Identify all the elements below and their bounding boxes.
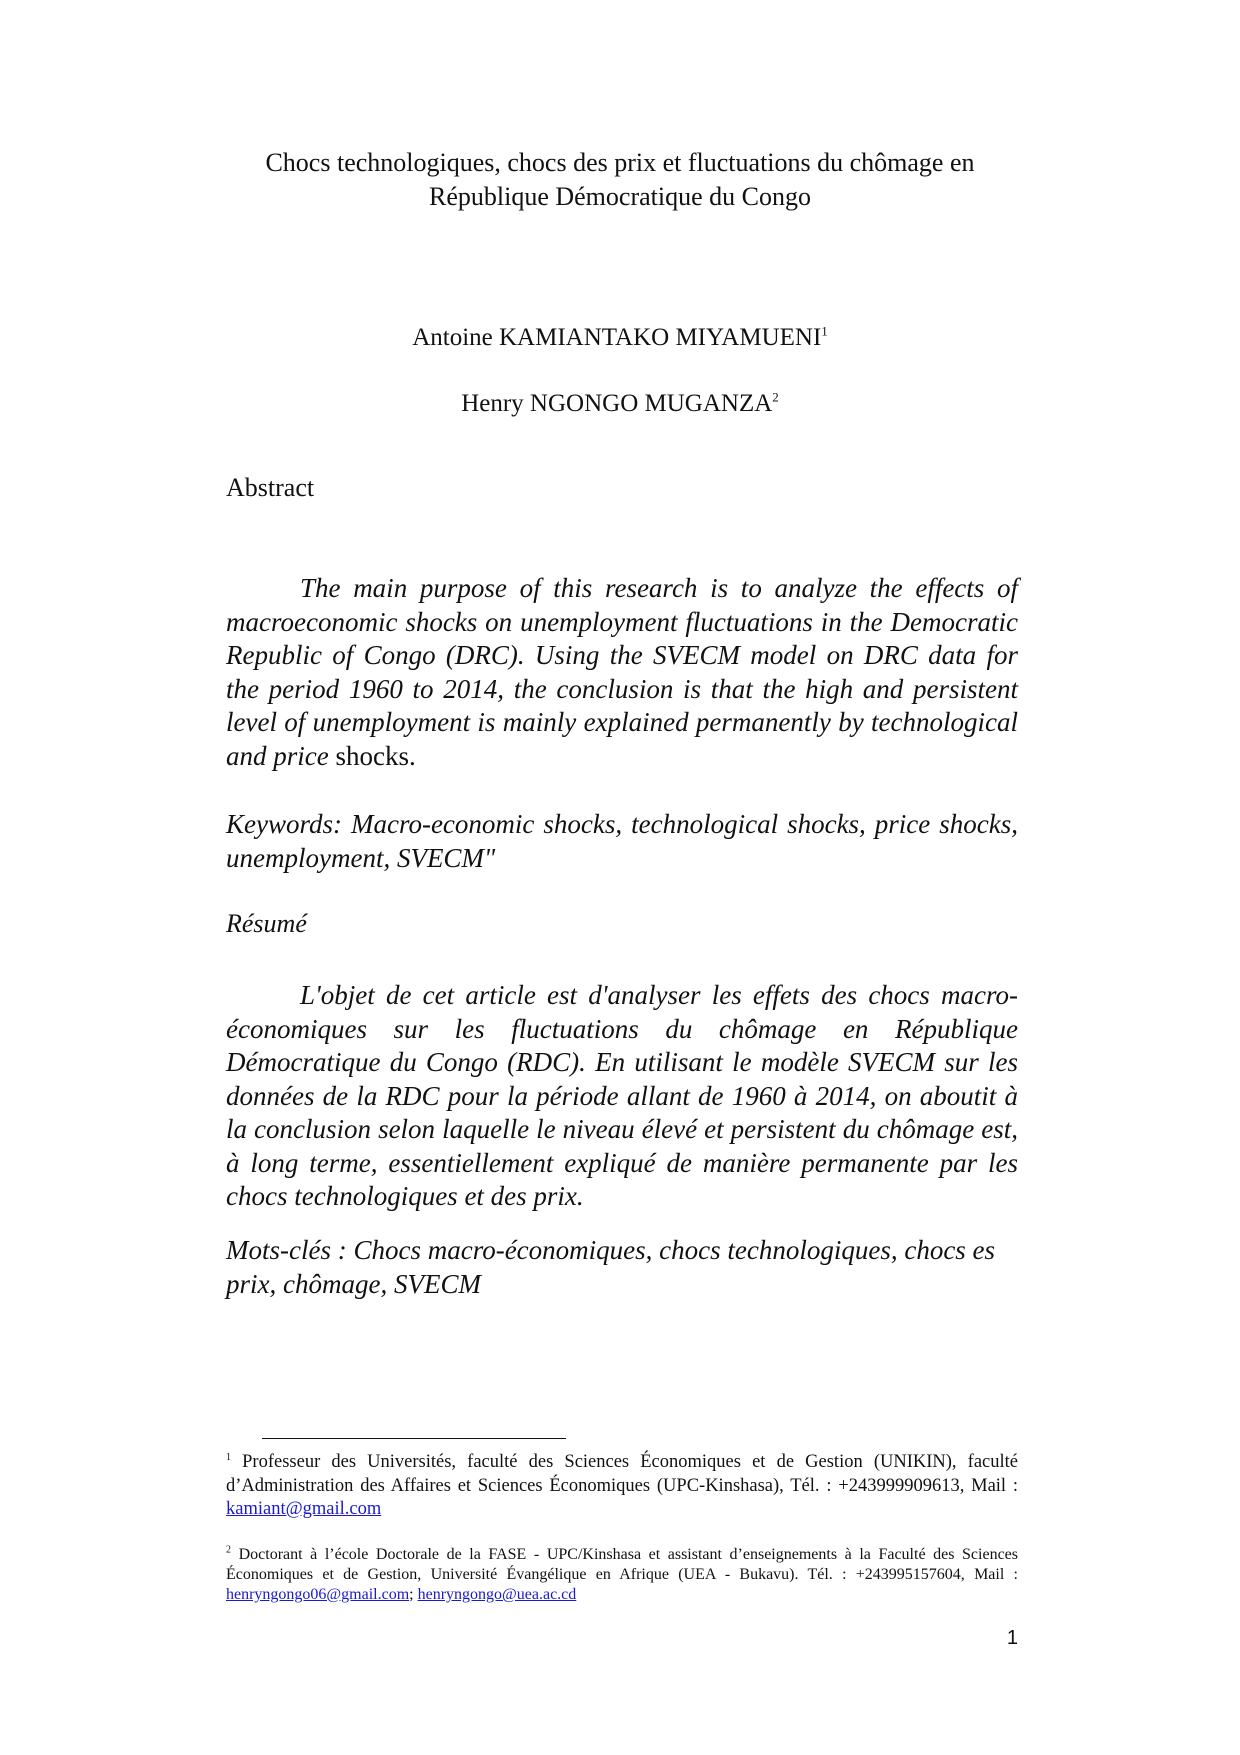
author-2-name: Henry NGONGO MUGANZA [461,390,773,417]
page-number: 1 [1006,1627,1018,1649]
author-2-footnote-marker[interactable]: 2 [772,389,779,405]
footnote-2-email-link-1[interactable]: henryngongo06@gmail.com [226,1586,410,1603]
abstract-body [226,572,1018,773]
footnote-2-marker: 2 [226,1544,231,1556]
paper-title [200,146,1040,214]
abstract-keywords: Keywords: Macro-economic shocks, technological shocks, price shocks, unemployment, SVECM" [226,809,1018,873]
footnote-1-marker: 1 [226,1451,231,1463]
footnote-1-email-link[interactable]: kamiant@gmail.com [226,1499,382,1519]
author-1 [200,322,1040,354]
author-1-name: Antoine KAMIANTAKO MIYAMUENI [412,324,822,351]
footnote-divider [262,1438,566,1439]
footnote-1 [226,1451,1018,1522]
abstract-heading: Abstract [226,473,315,502]
resume-heading: Résumé [226,909,307,938]
author-1-footnote-marker[interactable]: 1 [821,323,828,339]
abstract-body-italic: The main purpose of this research is to analyze the effects of macroeconomic shocks on unemployment fluctuations in the Democratic Republic of Congo (DRC). Using the SVECM model on DRC data for the period 1960 to 2014, the conclusion is that the high and persistent level of unemployment is mainly explained permanently by technological and price [226,573,1018,771]
title-line-2: République Démocratique du Congo [429,182,811,211]
resume-body [226,979,1018,1214]
resume-body-text: L'objet de cet article est d'analyser les effets des chocs macro-économiques sur les fluctuations du chômage en République Démocratique du Congo (RDC). En utilisant le modèle SVECM sur les données de la RDC pour la période allant de 1960 à 2014, on aboutit à la conclusion selon laquelle le niveau élevé et persistent du chômage est, à long terme, essentiellement expliqué de manière permanente par les chocs technologiques et des prix. [226,980,1018,1211]
title-line-1: Chocs technologiques, chocs des prix et fluctuations du chômage en [265,148,975,177]
author-2 [200,388,1040,420]
footnote-2-email-link-2[interactable]: henryngongo@uea.ac.cd [417,1586,577,1603]
abstract-body-tail: shocks. [335,740,416,771]
footnote-2 [226,1545,1018,1605]
footnote-2-text: Doctorant à l’école Doctorale de la FASE - UPC/Kinshasa et assistant d’enseignements à la Faculté des Sciences Économiques et de Gestion, Université Évangélique en Afrique (UEA - Bukavu). Tél. : +243995157604, Mail : [226,1546,1019,1583]
footnote-2-separator: ; [409,1586,414,1603]
resume-keywords: Mots-clés : Chocs macro-économiques, chocs technologiques, chocs es prix, chômage, SVECM [226,1235,996,1299]
footnote-1-text: Professeur des Universités, faculté des Sciences Économiques et de Gestion (UNIKIN), faculté d’Administration des Affaires et Sciences Économiques (UPC-Kinshasa), Tél. : +243999909613, Mail : [226,1452,1019,1496]
